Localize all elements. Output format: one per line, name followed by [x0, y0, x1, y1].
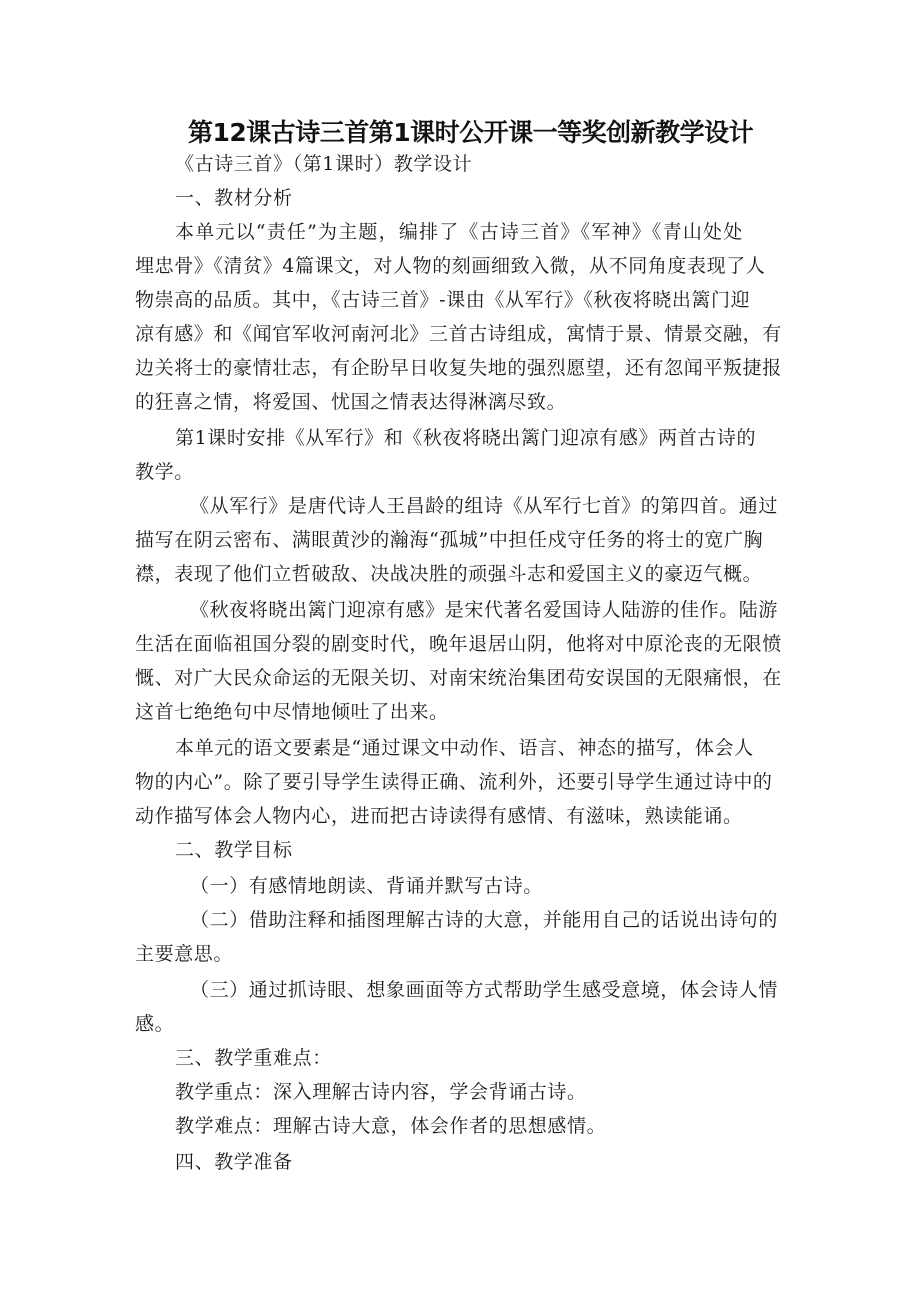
paragraph-line: 物崇高的品质。其中，《古诗三首》-课由《从军行》《秋夜将晓出篱门迎 [135, 289, 751, 311]
paragraph-line: 凉有感》和《闻官军收河南河北》三首古诗组成，寓情于景、情景交融，有 [135, 323, 782, 345]
paragraph-line: 本单元以“责任”为主题，编排了《古诗三首》《军神》《青山处处 [175, 221, 744, 243]
paragraph-line: 的狂喜之情，将爱国、忧国之情表达得淋漓尽致。 [135, 391, 567, 413]
paragraph-line: 这首七绝绝句中尽情地倾吐了出来。 [135, 701, 449, 723]
paragraph-line: 本单元的语文要素是“通过课文中动作、语言、神态的描写，体会人 [175, 737, 754, 759]
goal-item-continued: 主要意思。 [135, 943, 234, 965]
document-subtitle: 《古诗三首》（第1课时）教学设计 [175, 153, 473, 175]
section-heading-analysis: 一、教材分析 [175, 187, 293, 209]
paragraph-line: 襟，表现了他们立哲破敌、决战决胜的顽强斗志和爱国主义的豪迈气概。 [135, 563, 763, 585]
section-heading-key-points: 三、教学重难点： [175, 1047, 332, 1069]
paragraph-line: 埋忠骨》《清贫》4篇课文，对人物的刻画细致入微，从不同角度表现了人 [135, 255, 766, 277]
difficult-point: 教学难点：理解古诗大意，体会作者的思想感情。 [175, 1115, 607, 1137]
paragraph-line: 《秋夜将晓出篱门迎凉有感》是宋代著名爱国诗人陆游的佳作。陆游 [190, 599, 779, 621]
paragraph-line: 描写在阴云密布、满眼黄沙的瀚海“孤城”中担任戍守任务的将士的宽广胸 [135, 529, 764, 551]
section-heading-preparation: 四、教学准备 [175, 1151, 293, 1173]
section-heading-goals: 二、教学目标 [175, 839, 293, 861]
paragraph-line: 动作描写体会人物内心，进而把古诗读得有感情、有滋味，熟读能诵。 [135, 805, 743, 827]
goal-item: （三）通过抓诗眼、想象画面等方式帮助学生感受意境，体会诗人情 [190, 979, 779, 1001]
paragraph-line: 第1课时安排《从军行》和《秋夜将晓出篱门迎凉有感》两首古诗的 [175, 427, 757, 449]
paragraph-line: 教学。 [135, 461, 194, 483]
document-title: 第12课古诗三首第1课时公开课一等奖创新教学设计 [188, 118, 754, 147]
paragraph-line: 物的内心”。除了要引导学生读得正确、流利外，还要引导学生通过诗中的 [135, 771, 773, 793]
goal-item: （二）借助注释和插图理解古诗的大意，并能用自己的话说出诗句的 [190, 909, 779, 931]
goal-item: （一）有感情地朗读、背诵并默写古诗。 [190, 875, 543, 897]
paragraph-line: 边关将士的豪情壮志，有企盼早日收复失地的强烈愿望，还有忽闻平叛捷报 [135, 357, 782, 379]
paragraph-line: 《从军行》是唐代诗人王昌龄的组诗《从军行七首》的第四首。通过 [190, 495, 779, 517]
goal-item-continued: 感。 [135, 1013, 175, 1035]
paragraph-line: 慨、对广大民众命运的无限关切、对南宋统治集团苟安误国的无限痛恨，在 [135, 667, 782, 689]
key-point: 教学重点：深入理解古诗内容，学会背诵古诗。 [175, 1081, 587, 1103]
paragraph-line: 生活在面临祖国分裂的剧变时代，晚年退居山阴，他将对中原沦丧的无限愤 [135, 633, 782, 655]
